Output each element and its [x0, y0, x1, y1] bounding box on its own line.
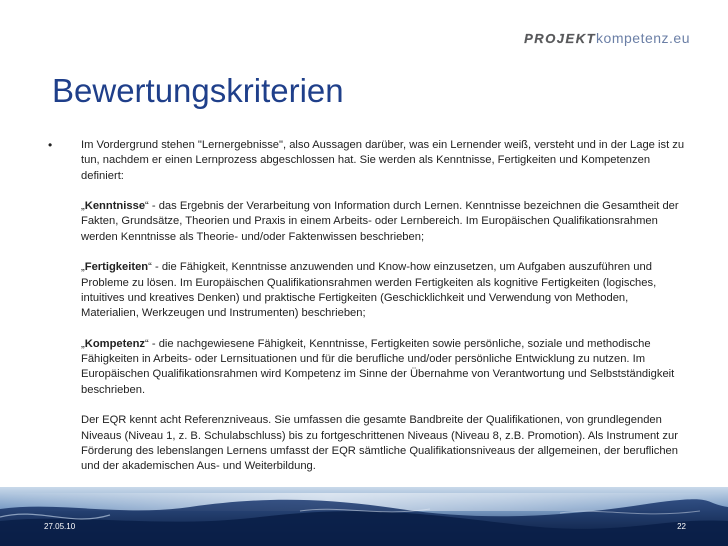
bullet-body — [81, 138, 686, 475]
definition-kenntnisse — [81, 199, 686, 245]
open-quote: „ — [81, 200, 85, 213]
footer-water-image — [0, 487, 728, 546]
term-kenntnisse: Kenntnisse — [84, 200, 146, 213]
page-number: 22 — [677, 522, 686, 531]
slide-title: Bewertungskriterien — [52, 72, 344, 109]
bullet-marker: • — [48, 138, 53, 152]
brand-logo — [524, 30, 690, 46]
term-kompetenz: Kompetenz — [84, 337, 146, 350]
definition-fertigkeiten — [81, 260, 686, 321]
bullet-item — [46, 138, 686, 475]
slide-content — [46, 138, 686, 475]
intro-paragraph: Im Vordergrund stehen "Lernergebnisse", also Aussagen darüber, was ein Lernender weiß, versteht und in der Lage ist zu tun, nachdem er einen Lernprozess abgeschlossen hat. Sie werden als Kenntnisse, Fertigkeiten und Kompetenzen definiert: — [81, 139, 685, 182]
logo-bold-text: PROJEKT — [524, 31, 597, 46]
footer-banner — [0, 487, 728, 546]
closing-paragraph: Der EQR kennt acht Referenzniveaus. Sie umfassen die gesamte Bandbreite der Qualifikationen, von grundlegenden Niveaus (Niveau 1, z. B. Schulabschluss) bis zu fortgeschrittenen Niveaus (Niveau 8, z.B. Promotion). Als Instrument zur Förderung des lebenslangen Lernens umfasst der EQR sämtliche Qualifikationsniveaus der allgemeinen, der beruflichen und der akademischen Aus- und Weiterbildung. — [81, 414, 679, 473]
footer-date: 27.05.10 — [44, 522, 76, 531]
term-fertigkeiten: Fertigkeiten — [84, 261, 149, 274]
logo-light-text: kompetenz.eu — [596, 30, 690, 46]
definition-kompetenz — [81, 337, 686, 398]
definition-text: “ - die Fähigkeit, Kenntnisse anzuwenden und Know-how einzusetzen, um Aufgaben auszuführen und Probleme zu lösen. Im Europäischen Qualifikationsrahmen werden Fertigkeiten als kognitive Fertigkeiten (logisches, intuitives und kreatives Denken) und praktische Fertigkeiten (Geschicklichkeit und Verwendung von Methoden, Materialien, Werkzeugen und Instrumenten) beschrieben; — [81, 261, 657, 320]
definition-text: “ - das Ergebnis der Verarbeitung von Information durch Lernen. Kenntnisse bezeichnen die Gesamtheit der Fakten, Grundsätze, Theorien und Praxis in einem Arbeits- oder Lernbereich. Im Europäischen Qualifikationsrahmen werden Kenntnisse als Theorie- und/oder Faktenwissen beschrieben; — [81, 200, 679, 243]
definition-text: “ - die nachgewiesene Fähigkeit, Kenntnisse, Fertigkeiten sowie persönliche, soziale und methodische Fähigkeiten in Arbeits- oder Lernsituationen und für die berufliche und/oder persönliche Entwicklung zu nutzen. Im Europäischen Qualifikationsrahmen wird Kompetenz im Sinne der Übernahme von Verantwortung und Selbstständigkeit beschrieben. — [81, 337, 675, 396]
open-quote: „ — [81, 261, 85, 274]
open-quote: „ — [81, 337, 85, 350]
